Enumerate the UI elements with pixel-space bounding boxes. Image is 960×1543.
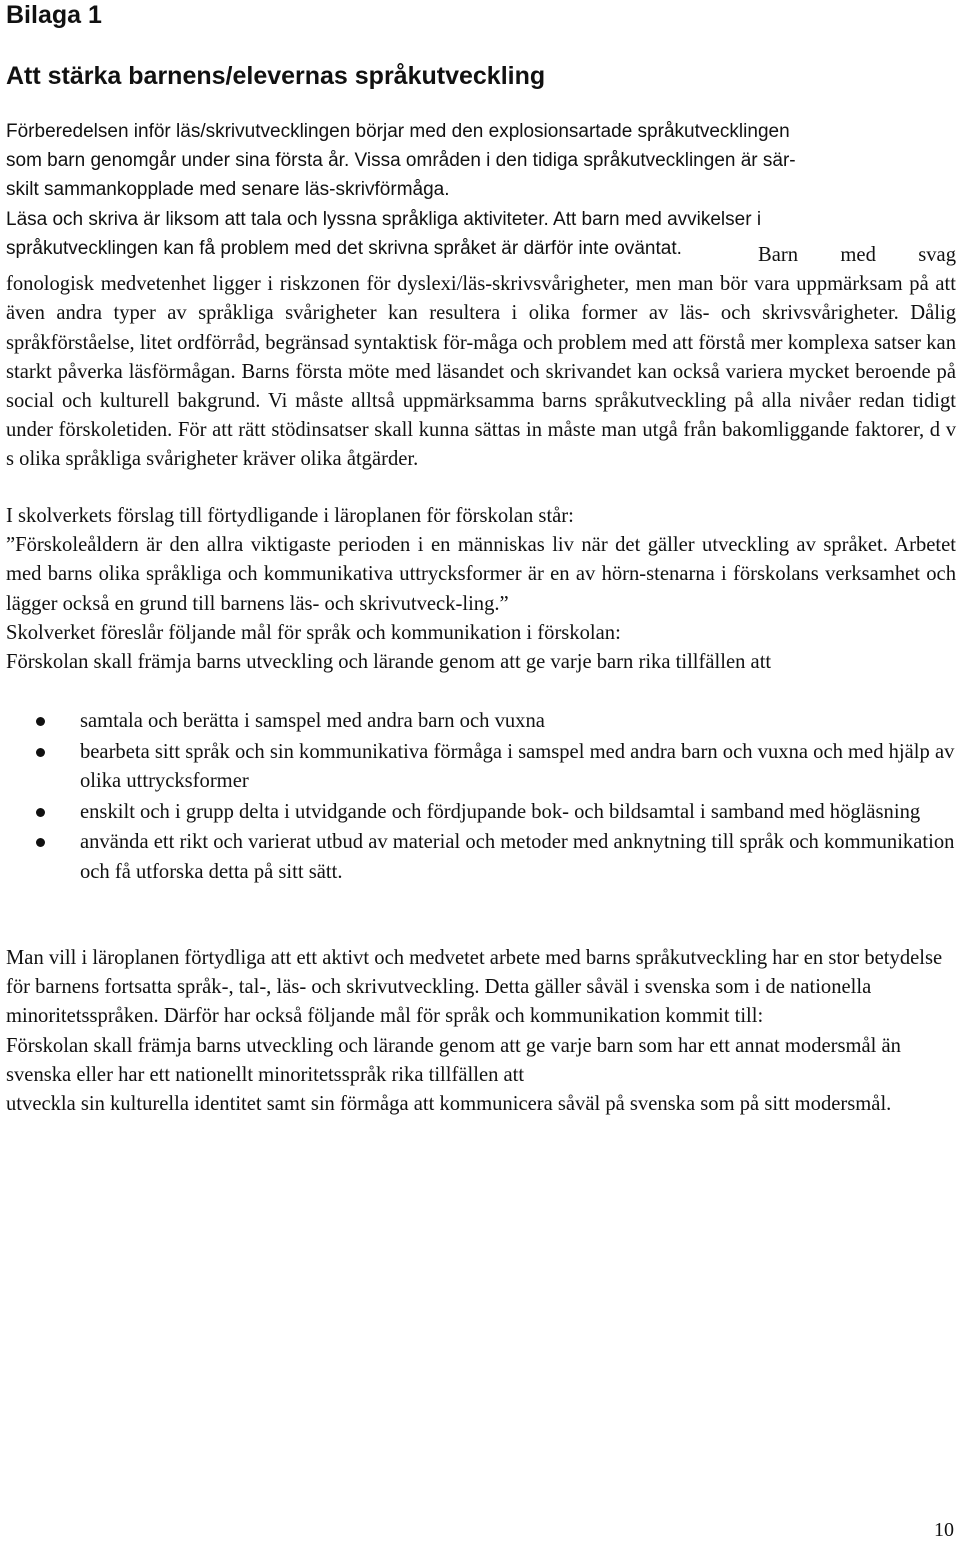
closing-paragraph: Man vill i läroplanen förtydliga att ett aktivt och medvetet arbete med barns språkutveckling har en stor betydelse för barnens fortsatta språk-, tal-, läs- och skrivutveckling. Detta gäller såväl i svenska som i de nationella minoritetsspråken. Därför har också följande mål för språk och kommunikation kommit till: <box>6 947 943 1028</box>
intro-line: Förberedelsen inför läs/skrivutvecklingen börjar med den explosionsartade språkutvecklingen <box>6 121 790 142</box>
list-item-text: samtala och berätta i samspel med andra barn och vuxna <box>80 710 545 732</box>
bullet-icon <box>36 808 45 817</box>
goals-lead: Förskolan skall främja barns utveckling och lärande genom att ge varje barn rika tillfällen att <box>6 651 772 674</box>
intro-line: Läsa och skriva är liksom att tala och lyssna språkliga aktiviteter. Att barn med avvikelser i <box>6 208 762 230</box>
closing-section <box>6 944 956 1119</box>
quote-section <box>6 502 956 677</box>
list-item <box>6 707 956 736</box>
quote-text: ”Förskoleåldern är den allra viktigaste perioden i en människas liv när det gäller utveckling av språket. Arbetet med barns olika språkliga och kommunikativa uttrycksformer är en av hörn-stenarna i förskolans verksamhet och lägger också en grund till barnens läs- och skrivutveck-ling.” <box>6 534 956 615</box>
closing-goal-lead: Förskolan skall främja barns utveckling och lärande genom att ge varje barn som har ett annat modersmål än svenska eller har ett nationellt minoritetsspråk rika tillfällen att <box>6 1034 901 1086</box>
intro-line: skilt sammankopplade med senare läs-skrivförmåga. <box>6 179 450 201</box>
list-item-text: enskilt och i grupp delta i utvidgande och fördjupande bok- och bildsamtal i samband med högläsning <box>80 800 921 823</box>
page-number: 10 <box>934 1519 954 1541</box>
list-item <box>6 798 956 827</box>
section-title: Att stärka barnens/elevernas språkutveckling <box>6 62 546 90</box>
body-paragraph-continuation <box>6 241 956 475</box>
body-text: Barn med svag fonologisk medvetenhet ligger i riskzonen för dyslexi/läs-skrivsvårigheter, men man bör vara uppmärksam på att även andra typer av språkliga svårigheter kan resultera i olika former av läs- och skrivsvårigheter. Dålig språkförståelse, litet ordförråd, begränsad syntaktisk för-måga och problem med att förstå mer komplexa satser kan starkt påverka läsförmågan. Barns första möte med läsandet och skrivandet kan också variera mycket beroende på social och kulturell bakgrund. Vi måste alltså uppmärksamma barns språkutveckling på alla nivåer redan tidigt under förskoletiden. För att rätt stödinsatser skall kunna sättas in måste man utgå från bakomliggande faktorer, d v s olika språkliga svårigheter kräver olika åtgärder. <box>6 244 956 471</box>
page-heading: Bilaga 1 <box>6 1 102 29</box>
intro-line: som barn genomgår under sina första år. Vissa områden i den tidiga språkutvecklingen är sär- <box>6 150 796 172</box>
list-item-text: använda ett rikt och varierat utbud av material och metoder med anknytning till språk och kommunikation och få utforska detta på sitt sätt. <box>80 831 955 883</box>
bullet-icon <box>36 717 45 726</box>
intro-line: språkutvecklingen kan få problem med det skrivna språket är därför inte oväntat. <box>6 237 682 259</box>
list-item <box>6 828 956 886</box>
list-item <box>6 738 956 796</box>
goals-intro: Skolverket föreslår följande mål för språk och kommunikation i förskolan: <box>6 621 621 644</box>
quote-intro: I skolverkets förslag till förtydligande i läroplanen för förskolan står: <box>6 505 574 527</box>
list-item-text: bearbeta sitt språk och sin kommunikativa förmåga i samspel med andra barn och vuxna och med hjälp av olika uttrycksformer <box>80 740 955 792</box>
bullet-icon <box>36 838 45 847</box>
goals-list <box>6 707 956 888</box>
bullet-icon <box>36 748 45 757</box>
closing-goal-text: utveckla sin kulturella identitet samt sin förmåga att kommunicera såväl på svenska som på sitt modersmål. <box>6 1093 892 1116</box>
